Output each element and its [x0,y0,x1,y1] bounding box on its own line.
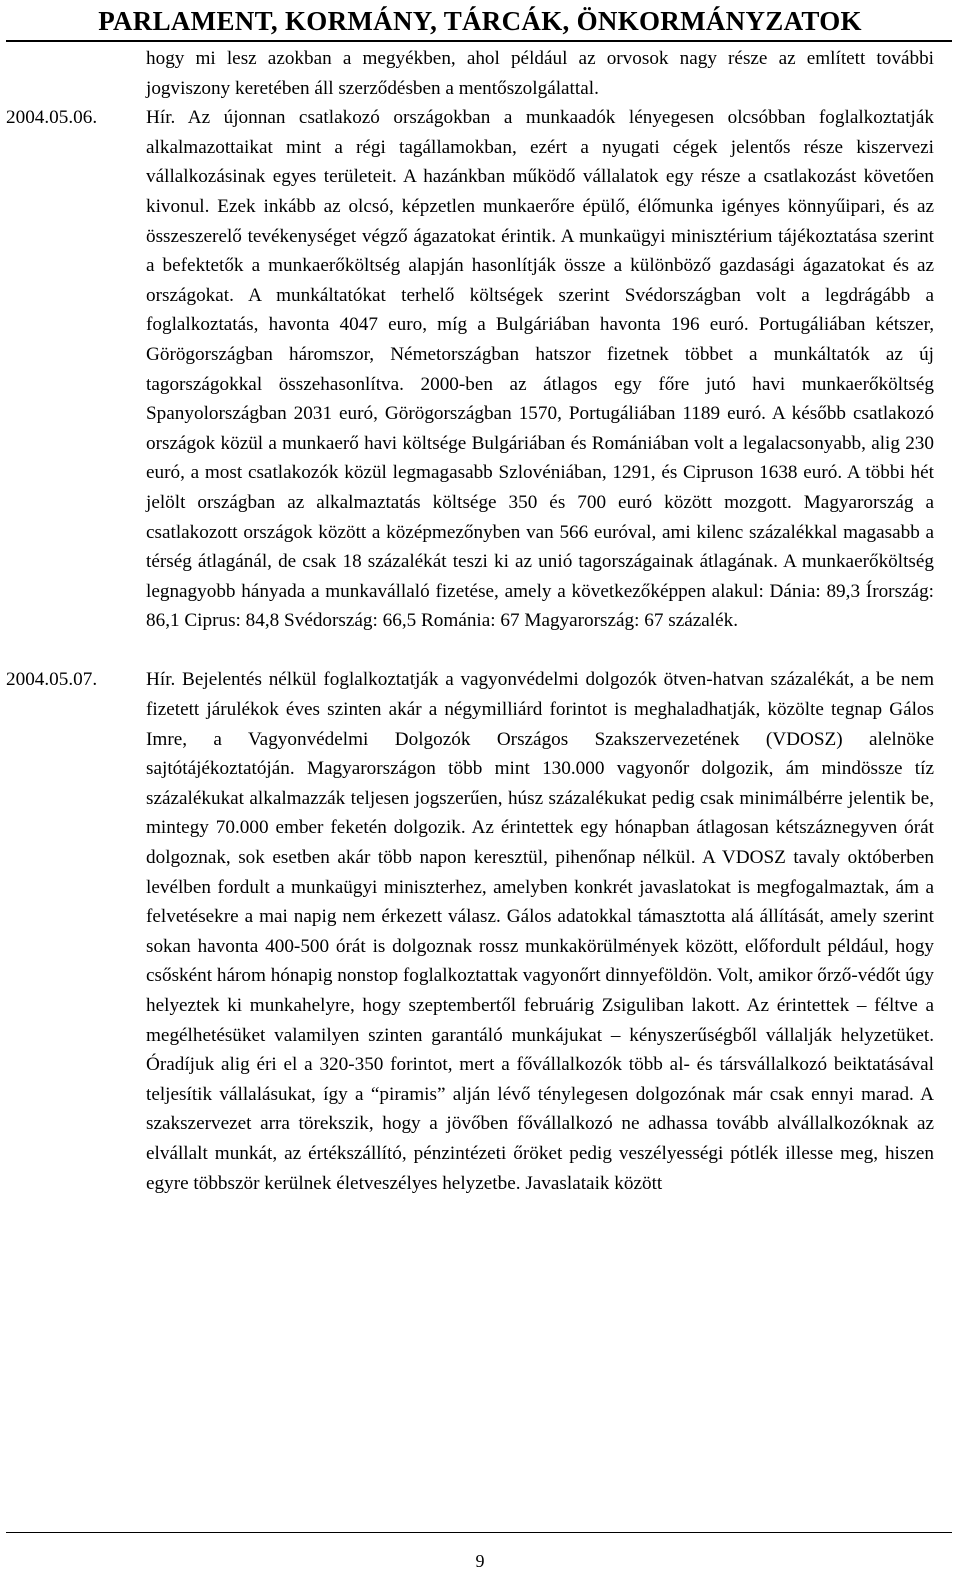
news-entries [0,44,960,1198]
news-entry [0,665,960,1198]
page-number: 9 [475,1551,485,1571]
entry-text: Hír. Bejelentés nélkül foglalkoztatják a vagyonvédelmi dolgozók ötven-hatvan százalékát, a be nem fizetett járulékok éves szinten akár a négymilliárd forintot is meghaladhatják, közölte tegnap Gálos Imre, a Vagyonvédelmi Dolgozók Országos Szakszervezetének (VDOSZ) alelnöke sajtótájékoztatóján. Magyarországon több mint 130.000 vagyonőr dolgozik, ám mindössze tíz százalékukat alkalmazzák teljesen jogszerűen, húsz százalékukat pedig csak minimálbérre jelentik be, mintegy 70.000 ember feketén dolgozik. Az érintettek egy hónapban átlagosan kétszáznegyven órát dolgoznak, sok esetben akár több napon keresztül, pihenőnap nélkül. A VDOSZ tavaly októberben levélben fordult a munkaügyi miniszterhez, amelyben konkrét javaslatokat is megfogalmaztak, ám a felvetésekre a mai napig nem érkezett válasz. Gálos adatokkal támasztotta alá állítását, amely szerint sokan havonta 400-500 órát is dolgoznak rossz munkakörülmények között, előfordult például, hogy csősként három hónapig nonstop foglalkoztattak vagyonőrt dinnyeföldön. Volt, amikor őrző-védőt úgy helyeztek ki munkahelyre, hogy szeptembertől februárig Zsiguliban lakott. Az érintettek – féltve a megélhetésüket valamilyen szinten garantáló munkájukat – kényszerűségből vállalják helyzetüket. Óradíjuk alig éri el a 320-350 forintot, mert a fővállalkozók több al- és társvállalkozó beiktatásával teljesítik vállalásukat, így a “piramis” alján lévő ténylegesen dolgozónak már csak ennyi marad. A szakszervezet arra törekszik, hogy a jövőben fővállalkozó ne adhassa tovább alvállalkozóknak az elvállalt munkát, az értékszállító, pénzintézeti őröket pedig veszélyességi pótlék illesse meg, hiszen egyre többször kerülnek életveszélyes helyzetbe. Javaslataik között [146,669,934,1194]
entry-date: 2004.05.07. [6,669,98,691]
header-divider [6,40,952,42]
footer-divider [6,1532,952,1533]
page-header-title: PARLAMENT, KORMÁNY, TÁRCÁK, ÖNKORMÁNYZATOK [98,6,862,36]
news-entry [0,44,960,103]
entry-date: 2004.05.06. [6,107,98,129]
news-entry [0,103,960,636]
entry-text: hogy mi lesz azokban a megyékben, ahol például az orvosok nagy része az említett további jogviszony keretében áll szerződésben a mentőszolgálattal. [146,48,934,99]
entry-text: Hír. Az újonnan csatlakozó országokban a munkaadók lényegesen olcsóbban foglalkoztatják alkalmazottaikat mint a régi tagállamokban, ezért a nyugati cégek jelentős része kiszervezi vállalkozásinak egyes területeit. A hazánkban működő vállalatok egy része a csatlakozást követően kivonul. Ezek inkább az olcsó, képzetlen munkaerőre épülő, élőmunka igényes könnyűipari, és az összeszerelő tevékenységet végző ágazatokat érintik. A munkaügyi minisztérium tájékoztatása szerint a befektetők a munkaerőköltség alapján hasonlítják össze a különböző gazdasági ágazatokat és az országokat. A munkáltatókat terhelő költségek szerint Svédországban volt a legdrágább a foglalkoztatás, havonta 4047 euro, míg a Bulgáriában havonta 196 euró. Portugáliában kétszer, Görögországban háromszor, Németországban hatszor fizetnek többet a munkáltatók az új tagországokkal összehasonlítva. 2000-ben az átlagos egy főre jutó havi munkaerőköltség Spanyolországban 2031 euró, Görögországban 1570, Portugáliában 1189 euró. A később csatlakozó országok közül a munkaerő havi költsége Bulgáriában és Romániában volt a legalacsonyabb, alig 230 euró, a most csatlakozók közül legmagasabb Szlovéniában, 1291, és Cipruson 1638 euró. A többi hét jelölt országban az alkalmaztatás költsége 350 és 700 euró között mozgott. Magyarország a csatlakozott országok között a középmezőnyben van 566 euróval, ami kilenc százalékkal magasabb a térség átlagánál, de csak 18 százalékát teszi ki az unió tagországainak átlagának. A munkaerőköltség legnagyobb hányada a munkavállaló fizetése, amely a következőképpen alakul: Dánia: 89,3 Írország: 86,1 Ciprus: 84,8 Svédország: 66,5 Románia: 67 Magyarország: 67 százalék. [146,107,934,632]
